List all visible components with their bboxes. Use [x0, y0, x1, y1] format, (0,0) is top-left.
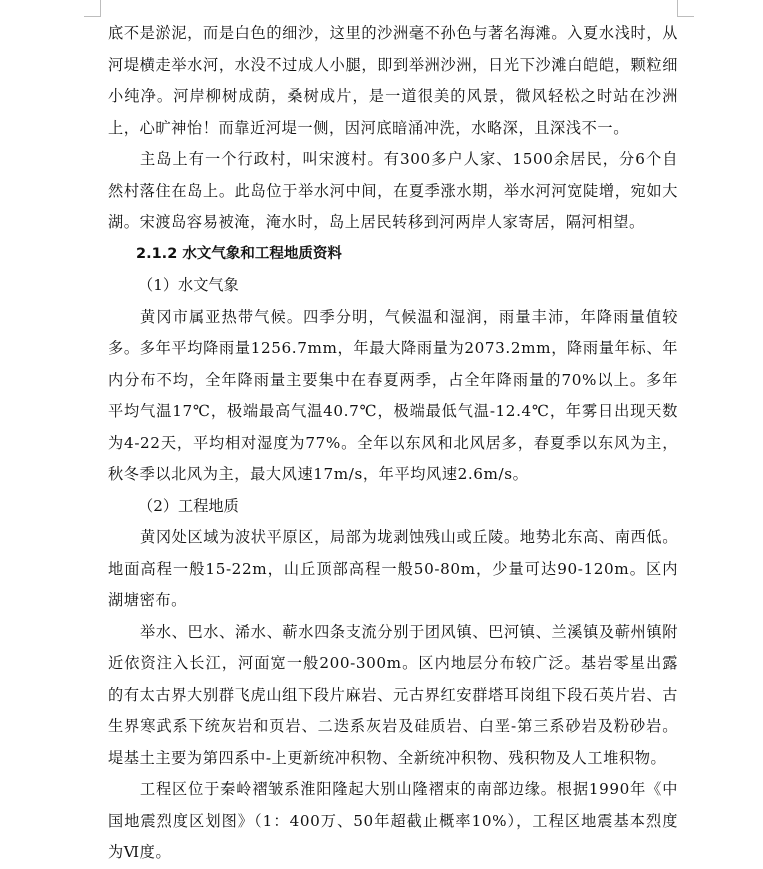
paragraph-island: 主岛上有一个行政村，叫宋渡村。有300多户人家、1500余居民，分6个自然村落住在岛上。此岛位于举水河中间，在夏季涨水期，举水河河宽陡增，宛如大湖。宋渡岛容易被淹，淹水时，岛上居民转移到河两岸人家寄居，隔河相望。: [108, 150, 678, 231]
paragraph-seismic: 工程区位于秦岭褶皱系淮阳隆起大别山隆褶束的南部边缘。根据1990年《中国地震烈度区划图》（1：400万、50年超截止概率10%），工程区地震基本烈度为Ⅵ度。: [108, 780, 678, 861]
paragraph-sandbar: 底不是淤泥，而是白色的细沙，这里的沙洲毫不孙色与著名海滩。入夏水浅时，从河堤横走举水河，水没不过成人小腿，即到举洲沙洲，日光下沙滩白皑皑，颗粒细小纯净。河岸柳树成荫，桑树成片，是一道很美的风景，微风轻松之时站在沙洲上，心旷神怡！而靠近河堤一侧，因河底暗涌冲洗，水略深，且深浅不一。: [108, 24, 678, 137]
paragraph-terrain: 黄冈处区域为波状平原区，局部为垅剥蚀残山或丘陵。地势北东高、南西低。地面高程一般15-22m，山丘顶部高程一般50-80m，少量可达90-120m。区内湖塘密布。: [108, 528, 678, 609]
crop-mark-top-left-horizontal: [84, 16, 101, 17]
crop-mark-top-right-horizontal: [677, 16, 694, 17]
paragraph-strata: 举水、巴水、浠水、蕲水四条支流分别于团风镇、巴河镇、兰溪镇及蕲州镇附近依资注入长江，河面宽一般200-300m。区内地层分布较广泛。基岩零星出露的有太古界大别群飞虎山组下段片麻岩、元古界红安群塔耳岗组下段石英片岩、古生界寒武系下统灰岩和页岩、二迭系灰岩及硅质岩、白垩-第三系砂岩及粉砂岩。堤基土主要为第四系中-上更新统冲积物、全新统冲积物、残积物及人工堆积物。: [108, 622, 678, 767]
crop-mark-top-left-vertical: [100, 0, 101, 16]
crop-mark-top-right-vertical: [677, 0, 678, 16]
subheading-geology: （2）工程地质: [138, 496, 239, 515]
paragraph-climate: 黄冈市属亚热带气候。四季分明，气候温和湿润，雨量丰沛，年降雨量值较多。多年平均降雨量1256.7mm，年最大降雨量为2073.2mm，降雨量年标、年内分布不均，全年降雨量主要集中在春夏两季，占全年降雨量的70%以上。多年平均气温17℃，极端最高气温40.7℃，极端最低气温-12.4℃，年雾日出现天数为4-22天，平均相对湿度为77%。全年以东风和北风居多，春夏季以东风为主，秋冬季以北风为主，最大风速17m/s，年平均风速2.6m/s。: [108, 307, 678, 483]
section-heading: 2.1.2 水文气象和工程地质资料: [136, 245, 342, 262]
subheading-hydrology: （1）水文气象: [138, 276, 239, 294]
document-page-body: [108, 18, 678, 869]
